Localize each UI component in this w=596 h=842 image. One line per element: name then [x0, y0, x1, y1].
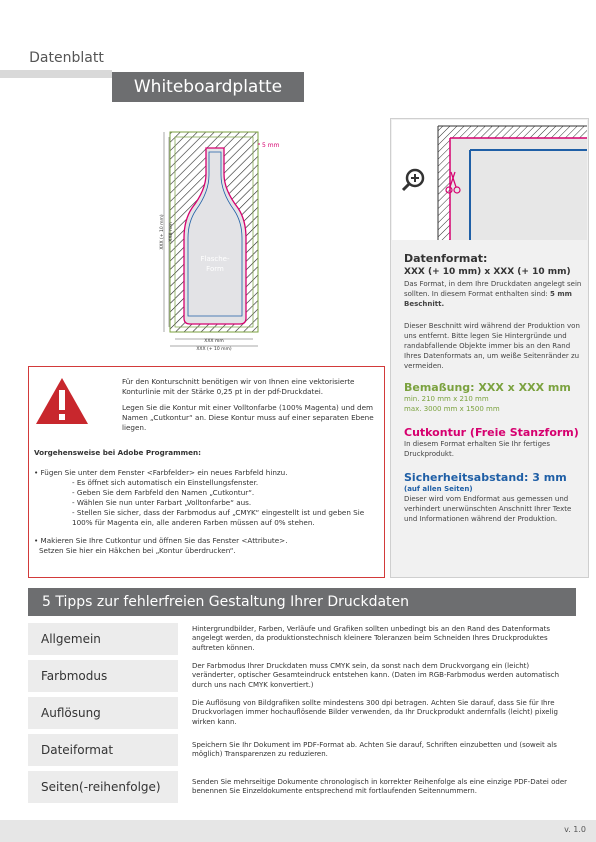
doc-type-label: Datenblatt — [14, 47, 119, 69]
warning-paragraph-1: Für den Konturschnitt benötigen wir von Ihnen eine vektorisierte Konturlinie mit der Stärke 0,25 pt in der pdf-Druckdatei. — [122, 377, 355, 396]
bleed-detail-image — [392, 120, 587, 240]
datenformat-note: Dieser Beschnitt wird während der Produktion von uns entfernt. Bitte legen Sie Hintergründe und randabfallende Objekte immer bis an den Rand Ihres Datenformats an, um weiße Seitenränder zu vermeiden. — [404, 322, 580, 370]
datenformat-bleed: 5 mm Beschnitt. — [404, 290, 572, 308]
shape-label-2: Form — [206, 265, 224, 273]
datenformat-text: Das Format, in dem Ihre Druckdaten angelegt sein sollten. In diesem Format enthalten sind: — [404, 280, 582, 298]
tip-text: Speichern Sie Ihr Dokument im PDF-Format ab. Achten Sie darauf, Schriften einzubetten und (soweit als möglich) Transparenzen zu reduzieren. — [192, 740, 557, 758]
step-2: • Makieren Sie Ihre Cutkontur und öffnen Sie das Fenster <Attribute>. — [34, 536, 288, 545]
tip-text: Hintergrundbilder, Farben, Verläufe und Grafiken sollten unbedingt bis an den Rand des Datenformats angelegt werden, da produktionstechnisch kleinere Toleranzen beim Schneiden Ihres Druckproduktes auftreten können. — [192, 624, 551, 652]
adobe-heading: Vorgehensweise bei Adobe Programmen: — [34, 448, 201, 457]
step-1c: - Wählen Sie nun unter Farbart „Volltonfarbe“ aus. — [72, 498, 252, 507]
bleed-label: 5 mm — [262, 142, 280, 149]
step-1: • Fügen Sie unter dem Fenster <Farbfelder> ein neues Farbfeld hinzu. — [34, 468, 288, 477]
header-rule — [0, 70, 112, 78]
datenformat-title: Datenformat: — [404, 252, 488, 265]
cutkontur-text: In diesem Format erhalten Sie Ihr fertiges Druckprodukt. — [404, 440, 551, 458]
page-title: Whiteboardplatte — [112, 72, 304, 102]
step-2a: Setzen Sie hier ein Häkchen bei „Kontur überdrucken“. — [39, 546, 236, 555]
tip-label: Auflösung — [28, 697, 178, 729]
version-label: v. 1.0 — [564, 825, 586, 834]
bemassung-min: min. 210 mm x 210 mm — [404, 395, 489, 403]
bottle-diagram — [150, 128, 290, 358]
tip-row — [28, 697, 576, 729]
tip-row — [28, 660, 576, 692]
warning-paragraph-2: Legen Sie die Kontur mit einer Volltonfarbe (100% Magenta) und dem Namen „Cutkontur“ an. Diese Kontur muss auf einer separaten Ebene liegen. — [122, 403, 374, 432]
step-1d: - Stellen Sie sicher, dass der Farbmodus auf „CMYK“ eingestellt ist und geben Sie 100% für Magenta ein, alle anderen Farben müssen auf 0% stehen. — [72, 508, 365, 527]
tip-row — [28, 623, 576, 655]
dim-inner-width: XXX mm — [204, 339, 224, 344]
dim-inner-height: XXX mm — [169, 222, 174, 242]
tip-text: Der Farbmodus Ihrer Druckdaten muss CMYK sein, da sonst nach dem Druckvorgang ein (leicht) veränderter, optischer Gesamteindruck entstehen kann. (Daten im RGB-Farbmodus werden automatisch durch uns nach CMYK konvertiert.) — [192, 661, 560, 689]
sicherheit-sub: (auf allen Seiten) — [404, 485, 473, 493]
cutkontur-title: Cutkontur (Freie Stanzform) — [404, 426, 579, 439]
sicherheit-title: Sicherheitsabstand: 3 mm — [404, 471, 567, 484]
datenformat-size: XXX (+ 10 mm) x XXX (+ 10 mm) — [404, 267, 571, 277]
tip-row — [28, 771, 576, 803]
bemassung-title: Bemaßung: XXX x XXX mm — [404, 381, 571, 394]
tip-text: Die Auflösung von Bildgrafiken sollte mindestens 300 dpi betragen. Achten Sie darauf, dass Sie für Ihre Druckvorlagen immer hochauflösende Bilder verwenden, da Ihr Druckprodukt andernfalls (leicht) pixelig wirken kann. — [192, 698, 558, 726]
step-1b: - Geben Sie dem Farbfeld den Namen „Cutkontur“. — [72, 488, 255, 497]
warning-icon — [34, 376, 90, 426]
tip-text: Senden Sie mehrseitige Dokumente chronologisch in korrekter Reihenfolge als eine einzige PDF-Datei oder benennen Sie Einzeldokumente entsprechend mit fortlaufenden Seitennummern. — [192, 777, 568, 795]
tip-label: Farbmodus — [28, 660, 178, 692]
bemassung-max: max. 3000 mm x 1500 mm — [404, 405, 500, 413]
tip-label: Dateiformat — [28, 734, 178, 766]
tip-label: Seiten(-reihenfolge) — [28, 771, 178, 803]
dim-outer-height: XXX (+ 10 mm) — [160, 214, 165, 250]
tip-label: Allgemein — [28, 623, 178, 655]
footer-bar — [0, 820, 596, 842]
tips-heading: 5 Tipps zur fehlerfreien Gestaltung Ihrer Druckdaten — [28, 588, 576, 616]
shape-label-1: Flasche- — [200, 255, 230, 263]
step-1a: - Es öffnet sich automatisch ein Einstellungsfenster. — [72, 478, 259, 487]
sicherheit-text: Dieser wird vom Endformat aus gemessen und verhindert unerwünschten Anschnitt Ihrer Texte und Informationen während der Produktion. — [404, 495, 572, 523]
tip-row — [28, 734, 576, 766]
dim-outer-width: XXX (+ 10 mm) — [196, 347, 232, 352]
